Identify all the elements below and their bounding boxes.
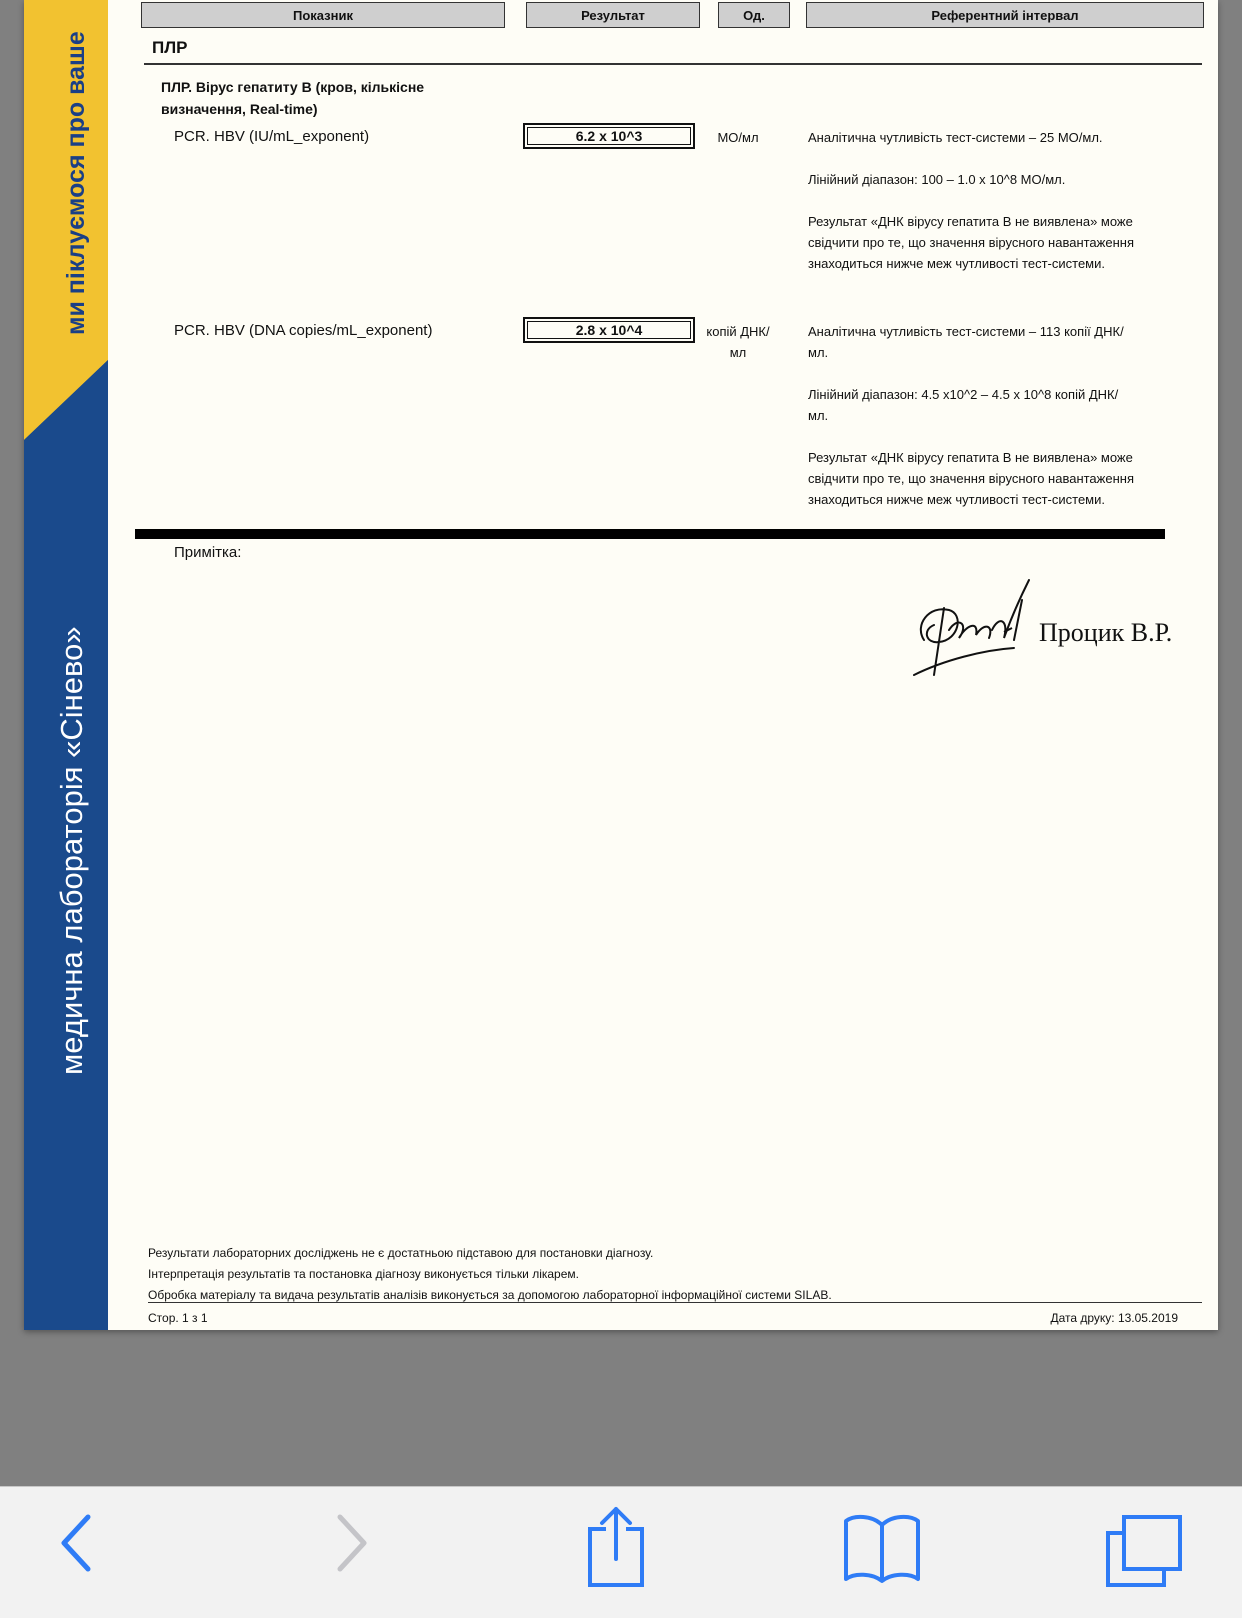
footer-divider [148, 1302, 1202, 1303]
row1-reference-sensitivity: Аналітична чутливість тест-системи – 25 МО/мл. [808, 130, 1103, 145]
row2-reference-sensitivity: Аналітична чутливість тест-системи – 113 копії ДНК/мл. [808, 324, 1124, 360]
handwritten-signature [904, 570, 1044, 690]
row1-reference [808, 127, 1138, 295]
section-title: ПЛР [152, 38, 188, 57]
tabs-button[interactable] [1104, 1513, 1184, 1594]
footer-disclaimer-3: Обробка матеріалу та видача результатів аналізів виконується за допомогою лабораторної інформаційної системи SILAB. [148, 1288, 832, 1302]
row1-parameter: PCR. HBV (IU/mL_exponent) [174, 128, 370, 145]
header-unit: Од. [718, 2, 790, 28]
sidebar-tagline: ми піклуємося про ваше [62, 31, 90, 335]
header-reference: Референтний інтервал [806, 2, 1204, 28]
forward-icon [330, 1511, 370, 1575]
results-end-divider [135, 529, 1165, 539]
page-number: Стор. 1 з 1 [148, 1311, 208, 1325]
back-icon [58, 1511, 98, 1575]
footer-disclaimer-2: Інтерпретація результатів та постановка діагнозу виконується тільки лікарем. [148, 1267, 579, 1281]
bookmarks-icon [842, 1513, 922, 1585]
row1-reference-note: Результат «ДНК вірусу гепатита В не виявлена» може свідчити про те, що значення вірусного навантаження знаходиться нижче меж чутливості тест-системи. [808, 214, 1134, 271]
note-label: Примітка: [174, 544, 242, 561]
header-result: Результат [526, 2, 700, 28]
share-icon [584, 1505, 648, 1589]
tabs-icon [1104, 1513, 1184, 1589]
sidebar-lab-name: медична лабораторія «Сінево» [54, 626, 89, 1075]
footer-disclaimer-1: Результати лабораторних досліджень не є достатньою підставою для постановки діагнозу. [148, 1246, 654, 1260]
forward-button[interactable] [330, 1511, 370, 1580]
browser-toolbar [0, 1486, 1242, 1618]
document-page [24, 0, 1218, 1330]
row1-result: 6.2 x 10^3 [523, 123, 695, 149]
row2-unit: копій ДНК/мл [706, 324, 770, 360]
print-date: Дата друку: 13.05.2019 [1050, 1311, 1178, 1325]
row2-result: 2.8 x 10^4 [523, 317, 695, 343]
bookmarks-button[interactable] [842, 1513, 922, 1590]
row1-unit: МО/мл [717, 130, 759, 145]
section-divider [144, 63, 1202, 65]
row1-reference-range: Лінійний діапазон: 100 – 1.0 x 10^8 МО/мл. [808, 172, 1066, 187]
row2-reference-note: Результат «ДНК вірусу гепатита В не виявлена» може свідчити про те, що значення вірусного навантаження знаходиться нижче меж чутливості тест-системи. [808, 450, 1134, 507]
share-button[interactable] [584, 1505, 648, 1594]
header-indicator: Показник [141, 2, 505, 28]
test-title: ПЛР. Вірус гепатиту В (кров, кількісне визначення, Real-time) [161, 79, 425, 117]
row2-reference [808, 321, 1138, 531]
row2-reference-range: Лінійний діапазон: 4.5 x10^2 – 4.5 x 10^8 копій ДНК/мл. [808, 387, 1119, 423]
signer-name: Процик В.Р. [1039, 618, 1173, 647]
lab-sidebar-banner [24, 0, 108, 1330]
back-button[interactable] [58, 1511, 98, 1580]
row2-parameter: PCR. HBV (DNA copies/mL_exponent) [174, 322, 433, 339]
